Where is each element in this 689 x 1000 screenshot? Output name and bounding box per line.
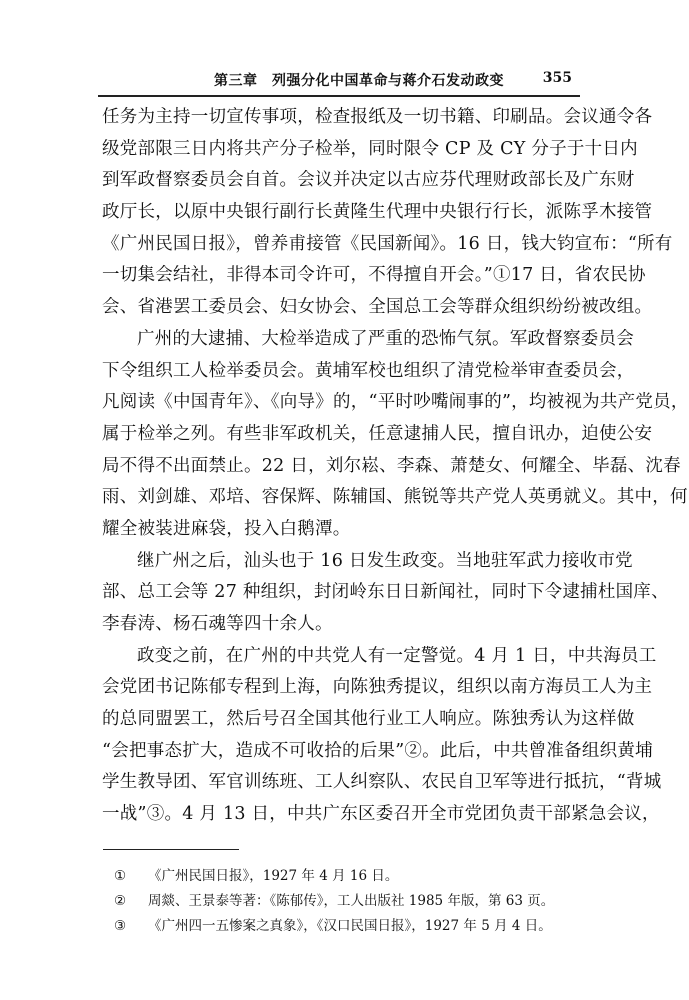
body-line: 级党部限三日内将共产分子检举，同时限令 CP 及 CY 分子于十日内 — [102, 138, 638, 159]
footnote-mark: ① — [114, 868, 127, 884]
body-line: 会党团书记陈郁专程到上海，向陈独秀提议，组织以南方海员工人为主 — [102, 677, 653, 698]
body-line: 局不得不出面禁止。22 日，刘尔崧、李森、萧楚女、何耀全、毕磊、沈春 — [102, 455, 681, 476]
body-line: 耀全被装进麻袋，投入白鹅潭。 — [102, 518, 351, 539]
footnote-mark: ② — [114, 893, 127, 909]
footnote-mark: ③ — [114, 918, 127, 934]
footnote-1 — [114, 864, 574, 889]
body-line: 学生教导团、军官训练班、工人纠察队、农民自卫军等进行抵抗，“背城 — [102, 772, 662, 793]
paragraph-first-line: 政变之前，在广州的中共党人有一定警觉。4 月 1 日，中共海员工 — [137, 645, 657, 666]
paragraph-first-line: 继广州之后，汕头也于 16 日发生政变。当地驻军武力接收市党 — [137, 550, 633, 571]
body-text — [102, 102, 689, 831]
body-line: 凡阅读《中国青年》、《向导》的，“平时吵嘴闹事的”，均被视为共产党员， — [102, 392, 689, 413]
body-line: 下令组织工人检举委员会。黄埔军校也组织了清党检举审查委员会， — [102, 360, 635, 381]
paragraph-first-line: 广州的大逮捕、大检举造成了严重的恐怖气氛。军政督察委员会 — [137, 328, 634, 349]
footnote-text: 《广州四一五惨案之真象》，《汉口民国日报》，1927 年 5 月 4 日。 — [148, 918, 552, 934]
footnotes — [114, 864, 574, 939]
body-line: 的总同盟罢工，然后号召全国其他行业工人响应。陈独秀认为这样做 — [102, 709, 635, 730]
footnote-text: 《广州民国日报》，1927 年 4 月 16 日。 — [148, 868, 399, 884]
footnote-2 — [114, 889, 574, 914]
body-line: “会把事态扩大，造成不可收拾的后果”②。此后，中共曾准备组织黄埔 — [102, 740, 653, 761]
body-line: 雨、刘剑雄、邓培、容保辉、陈辅国、熊锐等共产党人英勇就义。其中，何 — [102, 487, 688, 508]
body-line: 到军政督察委员会自首。会议并决定以古应芬代理财政部长及广东财 — [102, 170, 635, 191]
body-line: 《广州民国日报》，曾养甫接管《民国新闻》。16 日，钱大钧宣布：“所有 — [102, 233, 673, 254]
body-line: 会、省港罢工委员会、妇女协会、全国总工会等群众组织纷纷被改组。 — [102, 297, 653, 318]
footnote-text: 周燚、王景泰等著：《陈郁传》，工人出版社 1985 年版，第 63 页。 — [148, 893, 555, 909]
footnote-3 — [114, 914, 574, 939]
body-line: 一切集会结社，非得本司令许可，不得擅自开会。”①17 日，省农民协 — [102, 265, 646, 286]
chapter-title: 第三章 列强分化中国革命与蒋介石发动政变 — [214, 73, 504, 89]
body-line: 部、总工会等 27 种组织，封闭岭东日日新闻社，同时下令逮捕杜国庠、 — [102, 582, 669, 603]
page-number: 355 — [542, 70, 572, 86]
body-line: 属于检举之列。有些非军政机关，任意逮捕人民，擅自讯办，迫使公安 — [102, 423, 653, 444]
footnote-rule — [103, 849, 239, 850]
body-line: 李春涛、杨石魂等四十余人。 — [102, 614, 333, 634]
body-line: 任务为主持一切宣传事项，检查报纸及一切书籍、印刷品。会议通令各 — [102, 107, 653, 127]
body-line: 政厅长，以原中央银行副行长黄隆生代理中央银行行长，派陈孚木接管 — [102, 202, 653, 223]
header-rule — [98, 95, 580, 97]
body-line: 一战”③。4 月 13 日，中共广东区委召开全市党团负责干部紧急会议， — [102, 804, 660, 825]
running-header — [98, 62, 580, 90]
